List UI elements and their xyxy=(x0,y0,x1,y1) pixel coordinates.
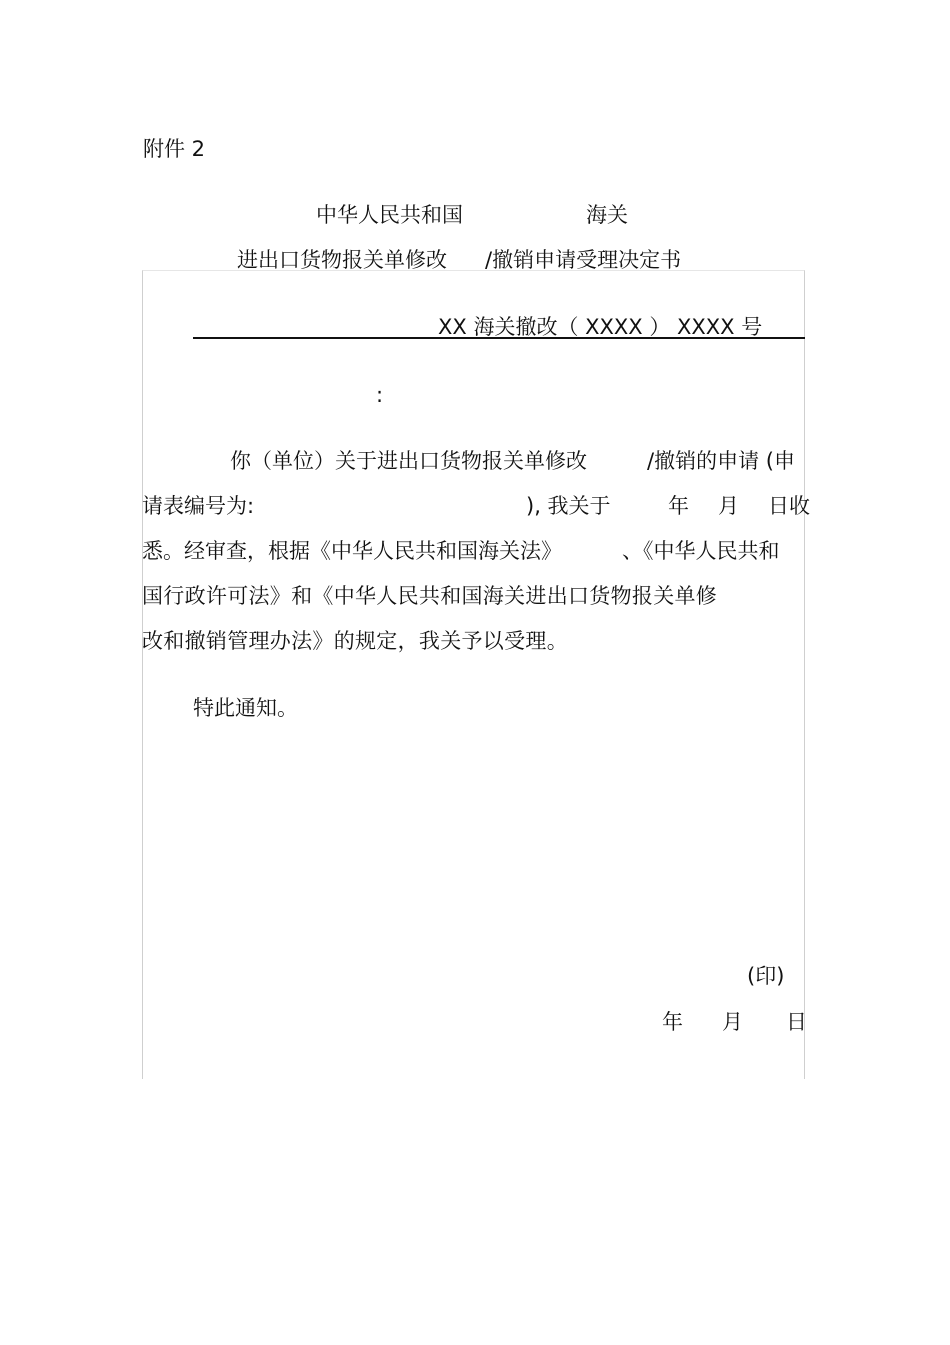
date-day: 日 xyxy=(786,1010,807,1034)
header-customs: 海关 xyxy=(586,203,628,227)
document-title-part2: /撤销申请受理决定书 xyxy=(485,248,682,272)
body-line-5: 改和撤销管理办法》的规定，我关予以受理。 xyxy=(142,629,568,653)
date-year: 年 xyxy=(662,1010,683,1034)
addressee-colon: : xyxy=(376,383,384,407)
body-line-2b: ), 我关于 xyxy=(526,494,611,518)
document-number-underline xyxy=(193,337,805,339)
body-line-1a: 你（单位）关于进出口货物报关单修改 xyxy=(230,449,587,473)
document-title-part1: 进出口货物报关单修改 xyxy=(237,248,447,272)
body-line-2-year: 年 xyxy=(668,494,689,518)
body-line-3a: 悉。经审查，根据《中华人民共和国海关法》 xyxy=(142,539,562,563)
body-line-4: 国行政许可法》和《中华人民共和国海关进出口货物报关单修 xyxy=(142,584,718,608)
attachment-label: 附件 2 xyxy=(143,137,206,161)
date-month: 月 xyxy=(722,1010,743,1034)
document-number: XX 海关撤改（ XXXX ） XXXX 号 xyxy=(438,315,763,339)
body-line-2a: 请表编号为: xyxy=(142,494,255,518)
body-line-1b: /撤销的申请 (申 xyxy=(647,449,795,473)
body-line-2-month: 月 xyxy=(718,494,739,518)
header-country: 中华人民共和国 xyxy=(316,203,463,227)
document-frame xyxy=(142,270,805,1079)
seal-mark: (印) xyxy=(747,964,785,988)
body-line-3b: 、《中华人民共和 xyxy=(622,539,780,563)
body-line-2-day: 日收 xyxy=(768,494,810,518)
notice-text: 特此通知。 xyxy=(193,696,298,720)
